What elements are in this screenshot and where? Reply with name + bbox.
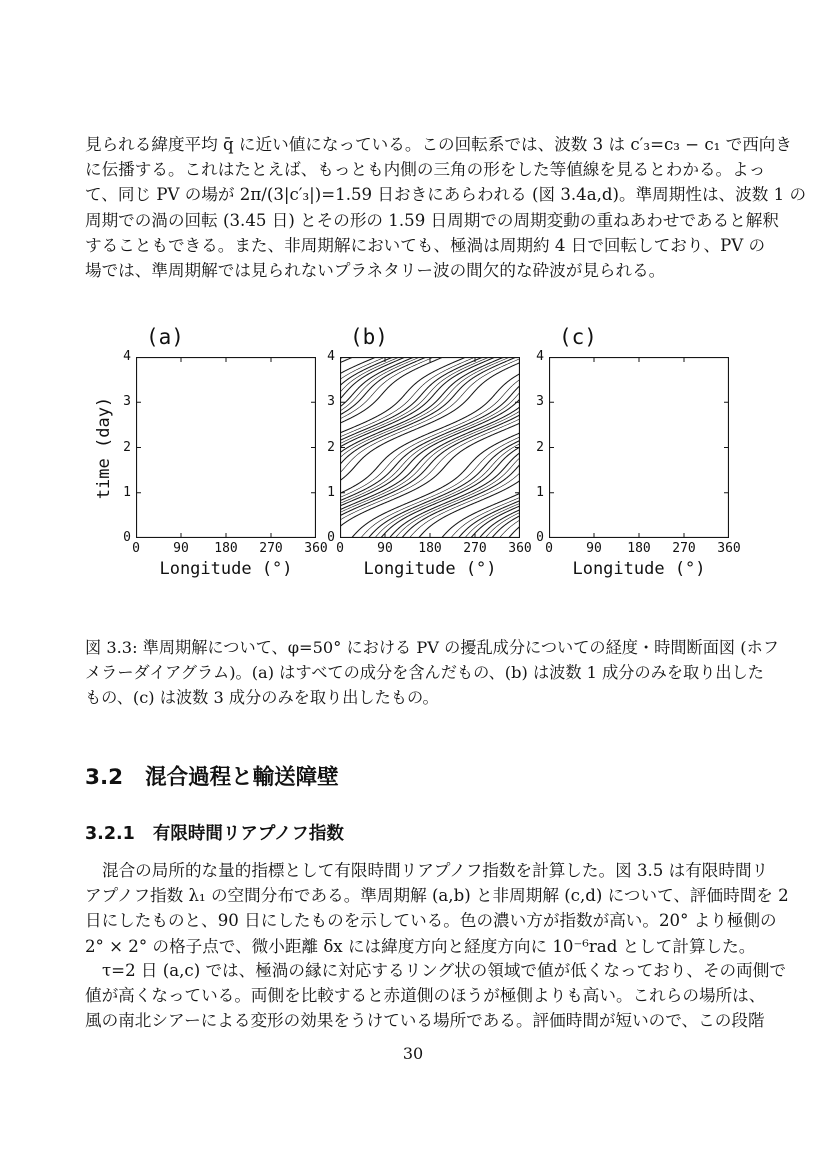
text-line: 混合の局所的な量的指標として有限時間リアプノフ指数を計算した。図 3.5 は有限時間リ	[102, 861, 769, 880]
panel-label-b: (b)	[350, 325, 388, 349]
x-tick-label: 360	[717, 541, 741, 556]
x-tick-label: 270	[463, 541, 487, 556]
subsection-number: 3.2.1	[85, 824, 135, 844]
text-line: 見られる緯度平均 q̄ に近い値になっている。この回転系では、波数 3 は c′₃=c₃ − c₁ で西向き	[85, 135, 792, 154]
x-axis-title: Longitude (°)	[363, 559, 497, 579]
y-tick-label: 4	[123, 349, 131, 364]
text-line: 2° × 2° の格子点で、微小距離 δx には緯度方向と経度方向に 10⁻⁶rad として計算した。	[85, 936, 756, 956]
x-tick-label: 90	[586, 541, 602, 556]
y-tick-label: 1	[123, 484, 131, 500]
paragraph-2	[85, 858, 789, 959]
y-tick-label: 0	[123, 530, 131, 545]
text-line: 値が高くなっている。両側を比較すると赤道側のほうが極側よりも高い。これらの場所は、	[85, 986, 766, 1006]
y-tick-label: 2	[123, 439, 131, 455]
y-tick-label: 4	[536, 349, 544, 364]
text-line: することもできる。また、非周期解においても、極渦は周期約 4 日で回転しており、PV の	[85, 235, 766, 255]
paragraph-3	[85, 958, 786, 1034]
section-heading	[85, 760, 339, 791]
y-axis-title: time (day)	[94, 396, 114, 499]
figure-caption	[85, 635, 779, 711]
x-tick-label: 90	[173, 541, 189, 556]
page-number: 30	[402, 1044, 424, 1063]
y-tick-label: 4	[327, 349, 335, 364]
x-tick-label: 0	[545, 541, 553, 556]
x-axis-title: Longitude (°)	[572, 559, 706, 579]
caption-line: 図 3.3: 準周期解について、φ=50° における PV の擾乱成分についての経度・時間断面図 (ホフ	[85, 638, 779, 657]
x-axis-title: Longitude (°)	[159, 559, 293, 579]
y-tick-label: 0	[536, 530, 544, 545]
contour-plot-c	[549, 357, 729, 538]
x-tick-label: 180	[627, 541, 651, 556]
text-line: 風の南北シアーによる変形の効果をうけている場所である。評価時間が短いので、この段階	[85, 1011, 765, 1031]
x-tick-label: 360	[508, 541, 532, 556]
text-line: て、同じ PV の場が 2π/(3|c′₃|)=1.59 日おきにあらわれる (図 3.4a,d)。準周期性は、波数 1 の	[85, 185, 807, 205]
x-tick-label: 360	[304, 541, 328, 556]
y-tick-label: 0	[327, 530, 335, 545]
x-tick-label: 270	[672, 541, 696, 556]
text-line: 日にしたものと、90 日にしたものを示している。色の濃い方が指数が高い。20° より極側の	[85, 911, 777, 931]
y-tick-label: 1	[327, 484, 335, 500]
text-line: 場では、準周期解では見られないプラネタリー波の間欠的な砕波が見られる。	[85, 261, 666, 281]
y-tick-label: 2	[327, 439, 335, 455]
y-tick-label: 2	[536, 439, 544, 455]
y-tick-label: 3	[327, 394, 335, 410]
x-tick-label: 0	[336, 541, 344, 556]
text-line: アプノフ指数 λ₁ の空間分布である。準周期解 (a,b) と非周期解 (c,d) について、評価時間を 2	[85, 886, 789, 906]
contour-plot-a	[136, 357, 316, 538]
caption-line: もの、(c) は波数 3 成分のみを取り出したもの。	[85, 688, 439, 708]
subsection-heading	[85, 820, 344, 845]
x-tick-label: 270	[259, 541, 283, 556]
text-line: τ=2 日 (a,c) では、極渦の縁に対応するリング状の領域で値が低くなっており、その両側で	[102, 961, 786, 980]
panel-label-c: (c)	[559, 325, 597, 349]
text-line: に伝播する。これはたとえば、もっとも内側の三角の形をした等値線を見るとわかる。よっ	[85, 160, 766, 180]
x-tick-label: 180	[214, 541, 238, 556]
x-tick-label: 180	[418, 541, 442, 556]
section-title: 混合過程と輸送障壁	[145, 765, 339, 790]
y-tick-label: 1	[536, 484, 544, 500]
section-number: 3.2	[85, 765, 124, 790]
x-tick-label: 0	[132, 541, 140, 556]
subsection-title: 有限時間リアプノフ指数	[152, 824, 344, 844]
panel-label-a: (a)	[146, 325, 184, 349]
y-tick-label: 3	[536, 394, 544, 410]
x-tick-label: 90	[377, 541, 393, 556]
y-tick-label: 3	[123, 394, 131, 410]
text-line: 周期での渦の回転 (3.45 日) とその形の 1.59 日周期での周期変動の重ねあわせであると解釈	[85, 210, 779, 230]
contour-plot-b	[340, 357, 520, 538]
caption-line: メラーダイアグラム)。(a) はすべての成分を含んだもの、(b) は波数 1 成分のみを取り出した	[85, 663, 764, 683]
